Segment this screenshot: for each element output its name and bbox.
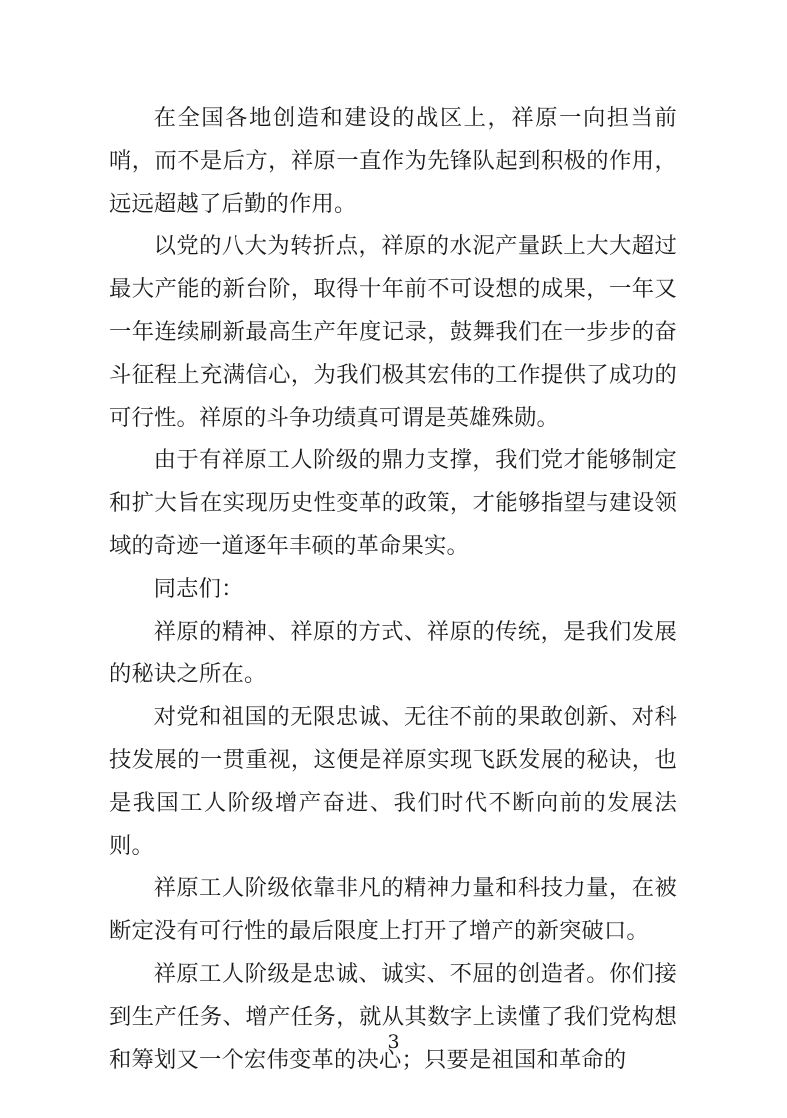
paragraph-5: 祥原的精神、祥原的方式、祥原的传统，是我们发展的秘诀之所在。 (109, 618, 677, 688)
paragraph-2: 以党的八大为转折点，祥原的水泥产量跃上大大超过最大产能的新台阶，取得十年前不可设想的成果，一年又一年连续刷新最高生产年度记录，鼓舞我们在一步步的奋斗征程上充满信心，为我们极其宏伟的工作提供了成功的可行性。祥原的斗争功绩真可谓是英雄殊勋。 (109, 233, 677, 431)
paragraph-3: 由于有祥原工人阶级的鼎力支撑，我们党才能够制定和扩大旨在实现历史性变革的政策，才能够指望与建设领域的奇迹一道逐年丰硕的革命果实。 (109, 447, 677, 559)
paragraph-6: 对党和祖国的无限忠诚、无往不前的果敢创新、对科技发展的一贯重视，这便是祥原实现飞跃发展的秘诀，也是我国工人阶级增产奋进、我们时代不断向前的发展法则。 (109, 704, 677, 859)
page-number: 3 (387, 1031, 400, 1053)
paragraph-7: 祥原工人阶级依靠非凡的精神力量和科技力量，在被断定没有可行性的最后限度上打开了增产的新突破口。 (109, 875, 677, 945)
paragraph-salutation: 同志们： (153, 575, 244, 602)
paragraph-8: 祥原工人阶级是忠诚、诚实、不屈的创造者。你们接到生产任务、增产任务，就从其数字上读懂了我们党构想和筹划又一个宏伟变革的决心；只要是祖国和革命的 (109, 960, 677, 1073)
body-text (109, 97, 677, 1081)
paragraph-1: 在全国各地创造和建设的战区上，祥原一向担当前哨，而不是后方，祥原一直作为先锋队起到积极的作用，远远超越了后勤的作用。 (109, 105, 677, 217)
